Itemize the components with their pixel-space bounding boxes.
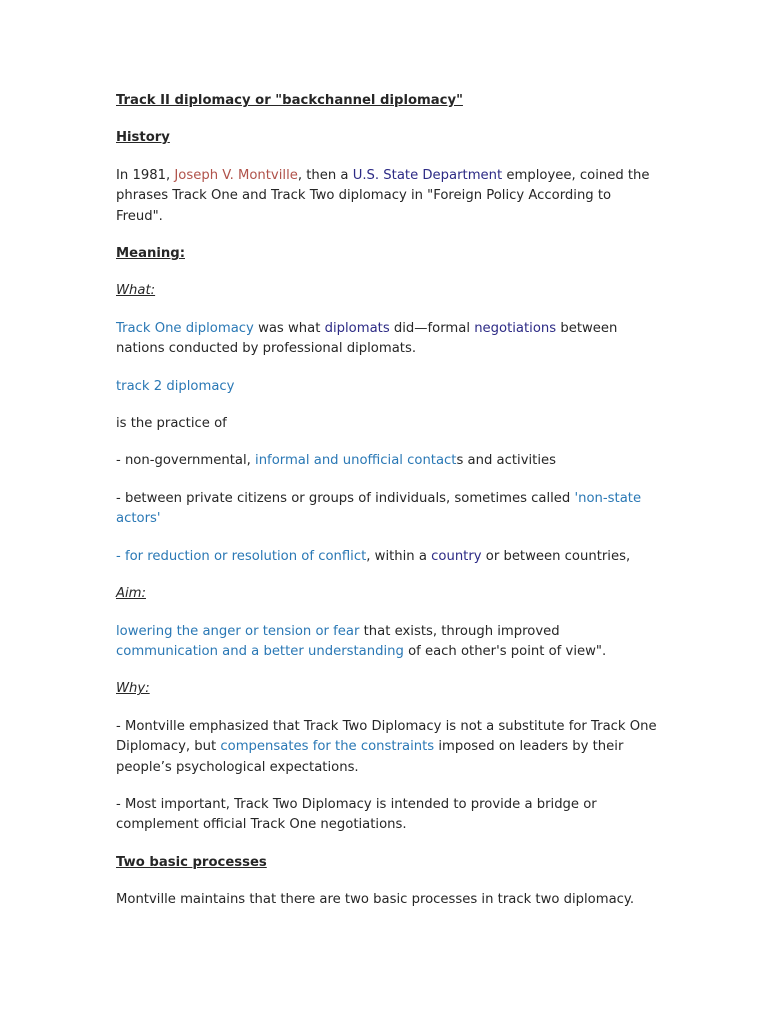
- text-run: , then a: [297, 167, 353, 183]
- meaning-heading: Meaning:: [116, 246, 185, 262]
- history-heading: History: [116, 130, 170, 146]
- processes-heading: Two basic processes: [116, 854, 267, 870]
- why-heading: Why:: [116, 681, 150, 697]
- link-joseph-montville[interactable]: Joseph V. Montville: [174, 167, 298, 183]
- why-paragraph-2: - Most important, Track Two Diplomacy is intended to provide a bridge or complement official Track One negotiations.: [116, 796, 597, 833]
- link-track-2-diplomacy[interactable]: track 2 diplomacy: [116, 378, 235, 394]
- link-non-state-actors[interactable]: 'non-state actors': [116, 490, 642, 527]
- text-run: employee, coined the phrases Track One and Track Two diplomacy in "Foreign Policy According to Freud".: [116, 167, 650, 224]
- text-run: or between countries,: [481, 548, 631, 564]
- link-negotiations[interactable]: negotiations: [474, 320, 557, 336]
- history-paragraph: [116, 166, 658, 227]
- text-run: between nations conducted by professional diplomats.: [116, 320, 618, 357]
- text-run: was what: [253, 320, 325, 336]
- track-two-paragraph: [116, 377, 658, 397]
- text-run: did—formal: [389, 320, 475, 336]
- text-run: imposed on leaders by their people’s psychological expectations.: [116, 739, 624, 775]
- text-run: of each other's point of view".: [403, 643, 607, 659]
- link-us-state-department[interactable]: U.S. State Department: [352, 167, 503, 183]
- link-informal-unofficial-contact[interactable]: informal and unofficial contact: [255, 453, 457, 469]
- link-compensates-constraints[interactable]: compensates for the constraints: [220, 739, 435, 755]
- text-run: that exists, through improved: [359, 623, 560, 639]
- document-title: Track II diplomacy or "backchannel diplomacy": [116, 93, 463, 108]
- text-run: - Montville emphasized that Track Two Diplomacy is not a substitute for Track One Diplomacy, but: [116, 718, 657, 755]
- bullet-non-governmental: [116, 451, 658, 471]
- text-run: s and activities: [456, 453, 557, 469]
- text-run: , within a: [366, 548, 432, 564]
- text-run: In 1981,: [116, 167, 175, 183]
- aim-heading: Aim:: [116, 586, 146, 602]
- bullet-private-citizens: [116, 489, 658, 530]
- why-paragraph-1: [116, 717, 658, 778]
- bullet-conflict: [116, 547, 658, 567]
- aim-paragraph: [116, 622, 658, 663]
- link-communication-understanding[interactable]: communication and a better understanding: [116, 643, 404, 659]
- track-one-paragraph: [116, 319, 658, 360]
- processes-paragraph: Montville maintains that there are two basic processes in track two diplomacy.: [116, 892, 635, 908]
- text-run: - between private citizens or groups of individuals, sometimes called: [116, 490, 575, 506]
- link-diplomats[interactable]: diplomats: [324, 320, 390, 336]
- link-country[interactable]: country: [431, 548, 482, 564]
- text-run: - non-governmental,: [116, 453, 256, 469]
- practice-of-paragraph: is the practice of: [116, 416, 227, 432]
- link-reduction-resolution-conflict[interactable]: - for reduction or resolution of conflict: [116, 548, 367, 564]
- link-track-one-diplomacy[interactable]: Track One diplomacy: [116, 320, 254, 336]
- what-heading: What:: [116, 283, 156, 299]
- link-lowering-anger[interactable]: lowering the anger or tension or fear: [116, 623, 360, 639]
